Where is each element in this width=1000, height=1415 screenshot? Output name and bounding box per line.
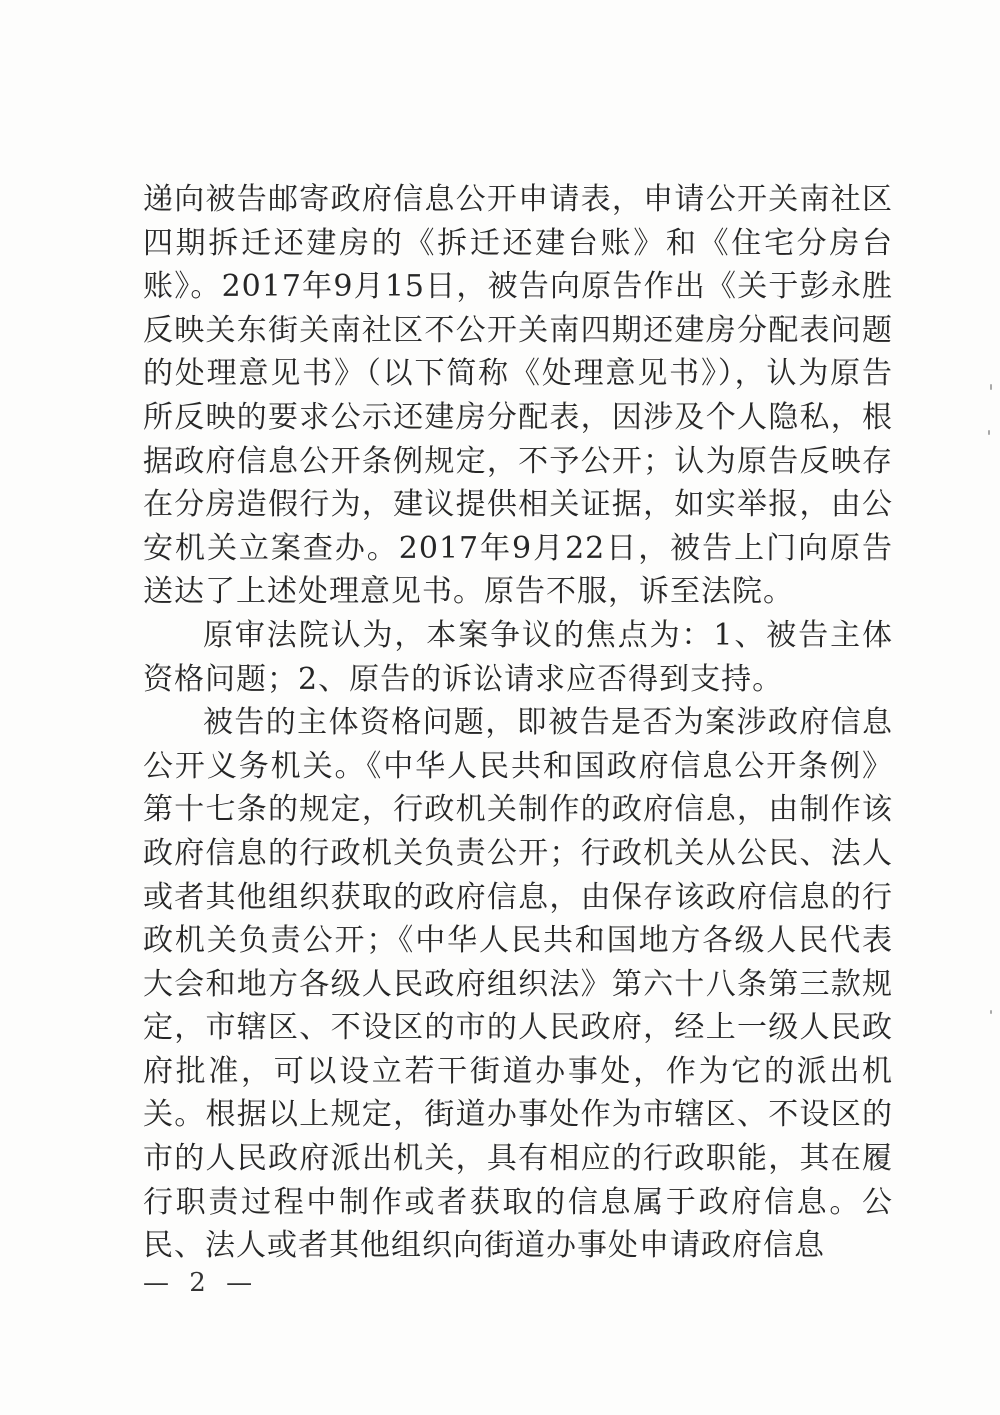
scan-mark [988,430,990,435]
document-body [143,178,893,1268]
page-number: — 2 — [143,1268,259,1298]
scan-mark [990,1010,992,1014]
paragraph-defendant-qualification: 被告的主体资格问题，即被告是否为案涉政府信息公开义务机关。《中华人民共和国政府信息公开条例》第十七条的规定，行政机关制作的政府信息，由制作该政府信息的行政机关负责公开；行政机关从公民、法人或者其他组织获取的政府信息，由保存该政府信息的行政机关负责公开；《中华人民共和国地方各级人民代表大会和地方各级人民政府组织法》第六十八条第三款规定，市辖区、不设区的市的人民政府，经上一级人民政府批准，可以设立若干街道办事处，作为它的派出机关。根据以上规定，街道办事处作为市辖区、不设区的市的人民政府派出机关，具有相应的行政职能，其在履行职责过程中制作或者获取的信息属于政府信息。公民、法人或者其他组织向街道办事处申请政府信息 [143,705,893,1264]
paragraph-continuation: 递向被告邮寄政府信息公开申请表，申请公开关南社区四期拆迁还建房的《拆迁还建台账》和《住宅分房台账》。2017年9月15日，被告向原告作出《关于彭永胜反映关东街关南社区不公开关南四期还建房分配表问题的处理意见书》（以下简称《处理意见书》），认为原告所反映的要求公示还建房分配表，因涉及个人隐私，根据政府信息公开条例规定，不予公开；认为原告反映存在分房造假行为，建议提供相关证据，如实举报，由公安机关立案查办。2017年9月22日，被告上门向原告送达了上述处理意见书。原告不服，诉至法院。 [143,182,893,610]
scan-mark [990,384,992,390]
paragraph-court-opinion: 原审法院认为，本案争议的焦点为：1、被告主体资格问题；2、原告的诉讼请求应否得到支持。 [143,617,893,697]
